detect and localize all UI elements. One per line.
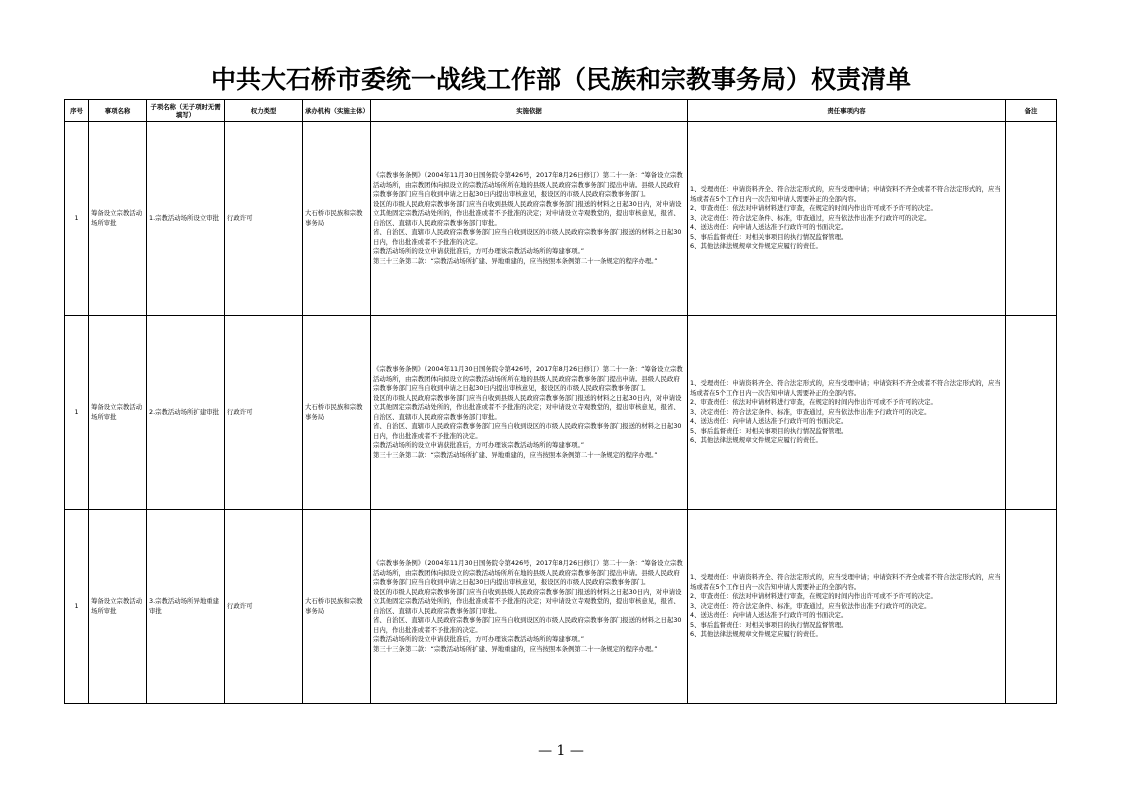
cell-item: 筹备设立宗教活动场所审批 (89, 122, 147, 316)
cell-basis: 《宗教事务条例》（2004年11月30日国务院令第426号，2017年8月26日修订）第二十一条：“筹备设立宗教活动场所，由宗教团体向拟设立的宗教活动场所所在地的县级人民政府宗教事务部门提出申请。县级人民政府宗教事务部门应当自收到申请之日起30日内提出审核意见，报设区的市级人民政府宗教事务部门。 设区的市级人民政府宗教事务部门应当自收到县级人民政府宗教事务部门报送的材料之日起30日内，对申请设立其他固定宗教活动处所的，作出批准或者不予批准的决定；对申请设立寺观教堂的，提出审核意见，报省、自治区、直辖市人民政府宗教事务部门审批。 省、自治区、直辖市人民政府宗教事务部门应当自收到设区的市级人民政府宗教事务部门报送的材料之日起30日内，作出批准或者不予批准的决定。 宗教活动场所的设立申请获批准后，方可办理该宗教活动场所的筹建事项。” 第三十三条第二款：“宗教活动场所扩建、异地重建的，应当按照本条例第二十一条规定的程序办理。” (371, 510, 688, 704)
header-remark: 备注 (1006, 100, 1057, 122)
header-sub-item: 子项名称（无子项时无需填写） (147, 100, 225, 122)
cell-body: 大石桥市民族和宗教事务局 (303, 510, 371, 704)
document-title: 中共大石桥市委统一战线工作部（民族和宗教事务局）权责清单 (210, 65, 911, 94)
table-row (65, 316, 1057, 510)
table-row (65, 510, 1057, 704)
header-duty: 责任事项内容 (688, 100, 1006, 122)
cell-duty: 1、受理责任：申请资料齐全、符合法定形式的，应当受理申请；申请资料不齐全或者不符合法定形式的，应当场或者在5个工作日内一次告知申请人需要补正的全部内容。 2、审查责任：依法对申请材料进行审查，在规定的时间内作出许可或不予许可的决定。 3、决定责任：符合法定条件、标准，审查通过，应当依法作出准予行政许可的决定。 4、送达责任：向申请人送达准予行政许可的书面决定。 5、事后监督责任：对相关事项目的执行情况监督管理。 6、其他法律法规规章文件规定应履行的责任。 (688, 122, 1006, 316)
cell-basis: 《宗教事务条例》（2004年11月30日国务院令第426号，2017年8月26日修订）第二十一条：“筹备设立宗教活动场所，由宗教团体向拟设立的宗教活动场所所在地的县级人民政府宗教事务部门提出申请。县级人民政府宗教事务部门应当自收到申请之日起30日内提出审核意见，报设区的市级人民政府宗教事务部门。 设区的市级人民政府宗教事务部门应当自收到县级人民政府宗教事务部门报送的材料之日起30日内，对申请设立其他固定宗教活动处所的，作出批准或者不予批准的决定；对申请设立寺观教堂的，提出审核意见，报省、自治区、直辖市人民政府宗教事务部门审批。 省、自治区、直辖市人民政府宗教事务部门应当自收到设区的市级人民政府宗教事务部门报送的材料之日起30日内，作出批准或者不予批准的决定。 宗教活动场所的设立申请获批准后，方可办理该宗教活动场所的筹建事项。” 第三十三条第二款：“宗教活动场所扩建、异地重建的，应当按照本条例第二十一条规定的程序办理。” (371, 316, 688, 510)
cell-remark (1006, 510, 1057, 704)
table-row (65, 122, 1057, 316)
header-basis: 实施依据 (371, 100, 688, 122)
cell-remark (1006, 316, 1057, 510)
header-item: 事项名称 (89, 100, 147, 122)
page-number: — 1 — (538, 743, 584, 759)
cell-duty: 1、受理责任：申请资料齐全、符合法定形式的，应当受理申请；申请资料不齐全或者不符合法定形式的，应当场或者在5个工作日内一次告知申请人需要补正的全部内容。 2、审查责任：依法对申请材料进行审查，在规定的时间内作出许可或不予许可的决定。 3、决定责任：符合法定条件、标准，审查通过，应当依法作出准予行政许可的决定。 4、送达责任：向申请人送达准予行政许可的书面决定。 5、事后监督责任：对相关事项目的执行情况监督管理。 6、其他法律法规规章文件规定应履行的责任。 (688, 316, 1006, 510)
cell-sub-item: 3.宗教活动场所异地重建审批 (147, 510, 225, 704)
cell-body: 大石桥市民族和宗教事务局 (303, 122, 371, 316)
cell-sub-item: 1.宗教活动场所设立审批 (147, 122, 225, 316)
cell-body: 大石桥市民族和宗教事务局 (303, 316, 371, 510)
table-header-row (65, 100, 1057, 122)
cell-power-type: 行政许可 (225, 510, 303, 704)
cell-power-type: 行政许可 (225, 122, 303, 316)
cell-basis: 《宗教事务条例》（2004年11月30日国务院令第426号，2017年8月26日修订）第二十一条：“筹备设立宗教活动场所，由宗教团体向拟设立的宗教活动场所所在地的县级人民政府宗教事务部门提出申请。县级人民政府宗教事务部门应当自收到申请之日起30日内提出审核意见，报设区的市级人民政府宗教事务部门。 设区的市级人民政府宗教事务部门应当自收到县级人民政府宗教事务部门报送的材料之日起30日内，对申请设立其他固定宗教活动处所的，作出批准或者不予批准的决定；对申请设立寺观教堂的，提出审核意见，报省、自治区、直辖市人民政府宗教事务部门审批。 省、自治区、直辖市人民政府宗教事务部门应当自收到设区的市级人民政府宗教事务部门报送的材料之日起30日内，作出批准或者不予批准的决定。 宗教活动场所的设立申请获批准后，方可办理该宗教活动场所的筹建事项。” 第三十三条第二款：“宗教活动场所扩建、异地重建的，应当按照本条例第二十一条规定的程序办理。” (371, 122, 688, 316)
cell-item: 筹备设立宗教活动场所审批 (89, 510, 147, 704)
cell-remark (1006, 122, 1057, 316)
cell-seq: 1 (65, 122, 89, 316)
cell-seq: 1 (65, 316, 89, 510)
cell-power-type: 行政许可 (225, 316, 303, 510)
header-body: 承办机构（实施主体） (303, 100, 371, 122)
responsibility-table (64, 99, 1057, 704)
header-power-type: 权力类型 (225, 100, 303, 122)
header-seq: 序号 (65, 100, 89, 122)
cell-item: 筹备设立宗教活动场所审批 (89, 316, 147, 510)
cell-duty: 1、受理责任：申请资料齐全、符合法定形式的，应当受理申请；申请资料不齐全或者不符合法定形式的，应当场或者在5个工作日内一次告知申请人需要补正的全部内容。 2、审查责任：依法对申请材料进行审查，在规定的时间内作出许可或不予许可的决定。 3、决定责任：符合法定条件、标准，审查通过，应当依法作出准予行政许可的决定。 4、送达责任：向申请人送达准予行政许可的书面决定。 5、事后监督责任：对相关事项目的执行情况监督管理。 6、其他法律法规规章文件规定应履行的责任。 (688, 510, 1006, 704)
cell-seq: 1 (65, 510, 89, 704)
cell-sub-item: 2.宗教活动场所扩建审批 (147, 316, 225, 510)
